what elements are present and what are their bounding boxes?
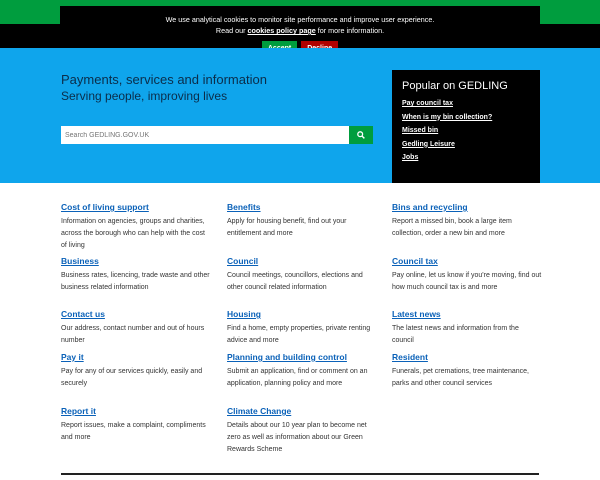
service-description: Pay for any of our services quickly, easily and securely bbox=[61, 368, 203, 387]
popular-list bbox=[402, 100, 530, 168]
cookie-policy-suffix: for more information. bbox=[317, 26, 385, 35]
service-link-council[interactable]: Council bbox=[227, 256, 259, 266]
service-link-pay-it[interactable]: Pay it bbox=[61, 352, 84, 362]
search-input[interactable] bbox=[61, 126, 349, 144]
service-description: Council meetings, councillors, elections and other council related information bbox=[227, 272, 363, 291]
service-description: Find a home, empty properties, private renting advice and more bbox=[227, 325, 371, 344]
service-card-benefits bbox=[227, 201, 377, 240]
service-description: Our address, contact number and out of hours number bbox=[61, 325, 205, 344]
service-card-contact-us bbox=[61, 308, 211, 347]
service-link-housing[interactable]: Housing bbox=[227, 309, 261, 319]
service-description: Business rates, licencing, trade waste and other business related information bbox=[61, 272, 210, 291]
popular-item bbox=[402, 141, 530, 155]
cookie-policy-line bbox=[60, 25, 540, 36]
popular-panel bbox=[392, 70, 540, 183]
popular-link-bin-collection[interactable]: When is my bin collection? bbox=[402, 113, 493, 121]
service-card-planning bbox=[227, 351, 377, 390]
popular-item bbox=[402, 127, 530, 141]
search-button[interactable] bbox=[349, 126, 373, 144]
service-card-pay-it bbox=[61, 351, 211, 390]
popular-link-missed-bin[interactable]: Missed bin bbox=[402, 127, 439, 134]
service-link-resident[interactable]: Resident bbox=[392, 352, 428, 362]
service-link-report-it[interactable]: Report it bbox=[61, 406, 96, 416]
popular-link-pay-council-tax[interactable]: Pay council tax bbox=[402, 100, 453, 107]
cookie-policy-link[interactable]: cookies policy page bbox=[247, 26, 316, 35]
service-card-cost-of-living bbox=[61, 201, 211, 252]
service-link-climate-change[interactable]: Climate Change bbox=[227, 406, 292, 416]
service-description: Apply for housing benefit, find out your entitlement and more bbox=[227, 218, 347, 237]
service-card-latest-news bbox=[392, 308, 542, 347]
cookie-message: We use analytical cookies to monitor site performance and improve user experience. bbox=[165, 15, 435, 24]
service-description: Report issues, make a complaint, compliments and more bbox=[61, 422, 206, 441]
service-link-benefits[interactable]: Benefits bbox=[227, 202, 261, 212]
service-link-bins-and-recycling[interactable]: Bins and recycling bbox=[392, 202, 468, 212]
service-description: Details about our 10 year plan to become net zero as well as information about our Green Rewards Scheme bbox=[227, 422, 367, 453]
popular-item bbox=[402, 114, 530, 128]
service-description: Submit an application, find or comment on an application, planning policy and more bbox=[227, 368, 368, 387]
search-icon bbox=[357, 131, 365, 139]
popular-item bbox=[402, 100, 530, 114]
hero-title: Payments, services and information bbox=[61, 72, 267, 87]
service-card-housing bbox=[227, 308, 377, 347]
service-card-report-it bbox=[61, 405, 211, 444]
service-link-contact-us[interactable]: Contact us bbox=[61, 309, 105, 319]
service-link-cost-of-living[interactable]: Cost of living support bbox=[61, 202, 149, 212]
service-card-climate-change bbox=[227, 405, 377, 456]
popular-title: Popular on GEDLING bbox=[402, 80, 508, 92]
service-card-council-tax bbox=[392, 255, 542, 294]
hero-subtitle: Serving people, improving lives bbox=[61, 89, 228, 103]
service-description: Information on agencies, groups and charities, across the borough who can help with the cost of living bbox=[61, 218, 205, 249]
service-description: The latest news and information from the council bbox=[392, 325, 519, 344]
popular-link-jobs[interactable]: Jobs bbox=[402, 154, 419, 161]
service-description: Funerals, pet cremations, tree maintenance, parks and other council services bbox=[392, 368, 529, 387]
service-card-resident bbox=[392, 351, 542, 390]
popular-item bbox=[402, 154, 530, 168]
service-link-council-tax[interactable]: Council tax bbox=[392, 256, 438, 266]
cookie-policy-prefix: Read our bbox=[215, 26, 246, 35]
service-link-business[interactable]: Business bbox=[61, 256, 99, 266]
service-description: Pay online, let us know if you're moving, find out how much council tax is and more bbox=[392, 272, 542, 291]
footer-divider bbox=[61, 473, 539, 475]
service-card-bins bbox=[392, 201, 542, 240]
service-description: Report a missed bin, book a large item collection, order a new bin and more bbox=[392, 218, 512, 237]
service-card-business bbox=[61, 255, 211, 294]
popular-link-gedling-leisure[interactable]: Gedling Leisure bbox=[402, 140, 455, 148]
service-link-planning-and-building-control[interactable]: Planning and building control bbox=[227, 352, 347, 362]
service-card-council bbox=[227, 255, 377, 294]
service-link-latest-news[interactable]: Latest news bbox=[392, 309, 441, 319]
